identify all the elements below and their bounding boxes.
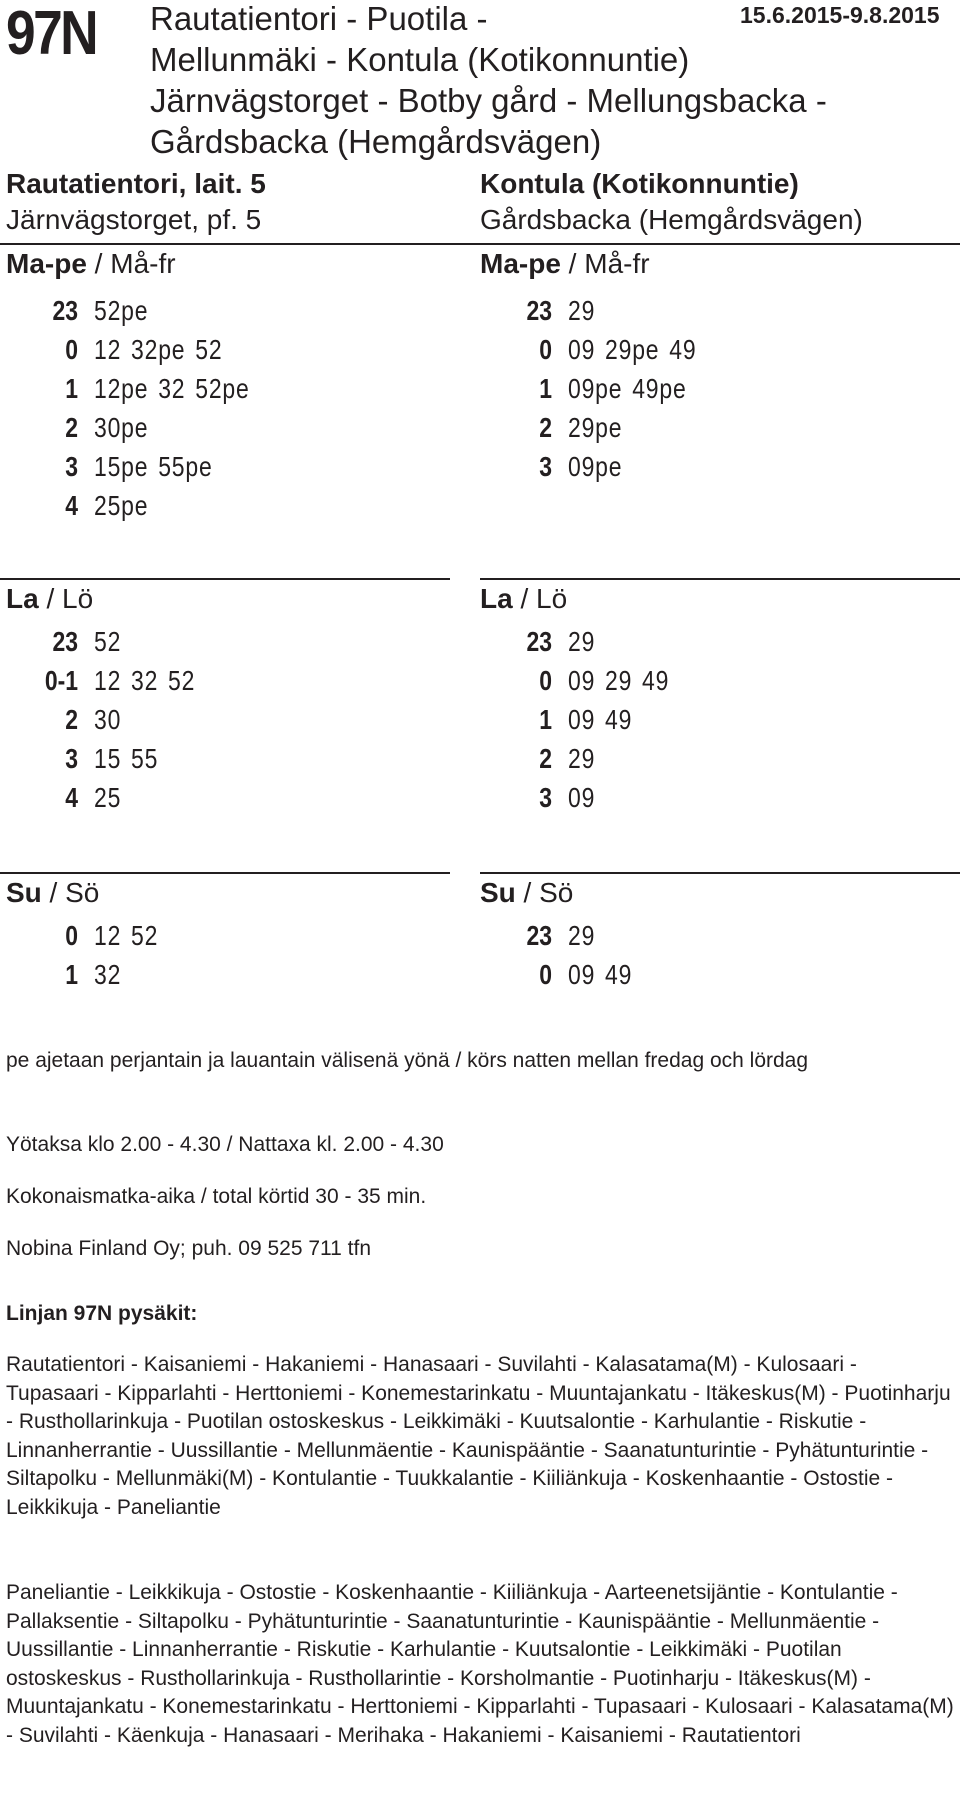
timetable-row xyxy=(492,330,932,369)
day-label-sv: Sö xyxy=(65,877,100,908)
departure-minute: 29 xyxy=(605,665,633,696)
day-label-fi: La xyxy=(6,583,39,614)
right-saturday-table xyxy=(492,622,932,817)
hour-label: 23 xyxy=(526,295,552,326)
minutes-list xyxy=(568,408,632,447)
minutes-list xyxy=(94,778,131,817)
left-saturday-table xyxy=(18,622,438,817)
departure-minute: 52 xyxy=(131,920,159,951)
minutes-list xyxy=(568,955,642,994)
timetable-row xyxy=(492,369,932,408)
timetable-row xyxy=(492,291,932,330)
day-label-fi: Su xyxy=(480,877,516,908)
departure-minute: 30pe xyxy=(94,412,149,443)
left-stop-name-sv: Järnvägstorget, pf. 5 xyxy=(6,204,262,235)
departure-minute: 12pe xyxy=(94,373,149,404)
stops-heading: Linjan 97N pysäkit: xyxy=(6,1302,198,1325)
right-sunday-table xyxy=(492,916,932,994)
hour-label: 2 xyxy=(539,412,552,443)
hour-label: 3 xyxy=(65,451,78,482)
departure-minute: 55pe xyxy=(158,451,213,482)
hour-label: 0 xyxy=(539,334,552,365)
minutes-list xyxy=(94,916,168,955)
timetable-row xyxy=(18,661,438,700)
minutes-list xyxy=(568,369,696,408)
route-title-fi-1: Rautatientori - Puotila - xyxy=(150,0,488,37)
travel-time-note: Kokonaismatka-aika / total körtid 30 - 35 min. xyxy=(6,1185,427,1208)
departure-minute: 12 xyxy=(94,920,122,951)
hour-label: 0 xyxy=(65,334,78,365)
departure-minute: 49 xyxy=(605,704,633,735)
departure-minute: 49 xyxy=(642,665,670,696)
minutes-list xyxy=(568,330,706,369)
day-label-fi: Su xyxy=(6,877,42,908)
departure-minute: 09 xyxy=(568,704,596,735)
hour-label: 23 xyxy=(52,295,78,326)
divider-weekday xyxy=(0,243,960,245)
day-label-sv: Lö xyxy=(62,583,94,614)
hour-label: 0 xyxy=(539,665,552,696)
hour-label: 1 xyxy=(539,373,552,404)
day-label-sep: / xyxy=(512,583,537,614)
left-stop-name-fi: Rautatientori, lait. 5 xyxy=(6,168,266,199)
minutes-list xyxy=(94,291,158,330)
right-stop-name-sv: Gårdsbacka (Hemgårdsvägen) xyxy=(480,204,863,235)
timetable-row xyxy=(492,661,932,700)
route-title-sv-1: Järnvägstorget - Botby gård - Mellungsbacka - xyxy=(150,82,827,119)
minutes-list xyxy=(568,739,605,778)
hour-label: 0 xyxy=(65,920,78,951)
departure-minute: 49 xyxy=(605,959,633,990)
departure-minute: 29 xyxy=(568,920,596,951)
minutes-list xyxy=(94,330,232,369)
timetable-row xyxy=(492,739,932,778)
minutes-list xyxy=(94,369,259,408)
timetable-row xyxy=(18,700,438,739)
day-label-sep: / xyxy=(560,248,585,279)
timetable-row xyxy=(18,291,438,330)
departure-minute: 25 xyxy=(94,782,122,813)
departure-minute: 29 xyxy=(568,295,596,326)
departure-minute: 29 xyxy=(568,743,596,774)
day-label-sv: Lö xyxy=(536,583,568,614)
hour-label: 4 xyxy=(65,490,78,521)
hour-label: 3 xyxy=(539,451,552,482)
minutes-list xyxy=(568,447,632,486)
day-label-fi: Ma-pe xyxy=(6,248,87,279)
day-label-sv: Må-fr xyxy=(110,248,176,279)
timetable-row xyxy=(492,778,932,817)
minutes-list xyxy=(94,447,222,486)
minutes-list xyxy=(568,778,605,817)
departure-minute: 49 xyxy=(669,334,697,365)
hour-label: 23 xyxy=(52,626,78,657)
divider-saturday-right xyxy=(480,578,960,580)
day-label-sep: / xyxy=(41,877,66,908)
minutes-list xyxy=(94,622,131,661)
hour-label: 2 xyxy=(539,743,552,774)
minutes-list xyxy=(94,955,131,994)
timetable-row xyxy=(18,486,438,525)
departure-minute: 55 xyxy=(131,743,159,774)
left-weekday-label xyxy=(6,248,176,280)
hour-label: 3 xyxy=(65,743,78,774)
departure-minute: 29pe xyxy=(605,334,660,365)
timetable-row xyxy=(18,369,438,408)
timetable-row xyxy=(18,916,438,955)
minutes-list xyxy=(568,622,605,661)
hour-label: 4 xyxy=(65,782,78,813)
right-saturday-label xyxy=(480,583,567,615)
left-saturday-label xyxy=(6,583,93,615)
divider-sunday-left xyxy=(0,872,450,874)
departure-minute: 32 xyxy=(131,665,159,696)
departure-minute: 09 xyxy=(568,959,596,990)
departure-minute: 32 xyxy=(94,959,122,990)
day-label-sv: Sö xyxy=(539,877,574,908)
departure-minute: 49pe xyxy=(632,373,687,404)
day-label-fi: La xyxy=(480,583,513,614)
stops-list-outbound: Rautatientori - Kaisaniemi - Hakaniemi - Hanasaari - Suvilahti - Kalasatama(M) - Kulosaari - Tupasaari - Kipparlahti - Herttoniemi - Konemestarinkatu - Muuntajankatu - Itäkeskus(M) - Puotinharju - Rusthollarinkuja - Puotilan ostoskeskus - Leikkimäki - Kuutsalontie - Karhulantie - Riskutie - Linnanherrantie - Uussillantie - Mellunmäentie - Kaunispääntie - Saanatunturintie - Pyhätunturintie - Siltapolku - Mellunmäki(M) - Kontulantie - Tuukkalantie - Kiiliänkuja - Koskenhaantie - Ostostie - Leikkikuja - Paneliantie xyxy=(6,1353,951,1519)
timetable-row xyxy=(18,955,438,994)
pe-footnote: pe ajetaan perjantain ja lauantain välisenä yönä / körs natten mellan fredag och lördag xyxy=(6,1049,809,1072)
validity-period: 15.6.2015-9.8.2015 xyxy=(740,2,940,28)
right-weekday-table xyxy=(492,291,932,486)
timetable-row xyxy=(18,778,438,817)
departure-minute: 09 xyxy=(568,782,596,813)
departure-minute: 30 xyxy=(94,704,122,735)
minutes-list xyxy=(568,291,605,330)
hour-label: 1 xyxy=(65,959,78,990)
route-number: 97N xyxy=(6,0,97,68)
departure-minute: 29 xyxy=(568,626,596,657)
right-stop-name-fi: Kontula (Kotikonnuntie) xyxy=(480,168,799,199)
timetable-row xyxy=(18,622,438,661)
timetable-row xyxy=(492,700,932,739)
minutes-list xyxy=(94,739,168,778)
route-title-sv-2: Gårdsbacka (Hemgårdsvägen) xyxy=(150,123,602,160)
stops-list-inbound: Paneliantie - Leikkikuja - Ostostie - Koskenhaantie - Kiiliänkuja - Aarteenetsijäntie - Kontulantie - Pallaksentie - Siltapolku - Pyhätunturintie - Saanatunturintie - Kaunispääntie - Mellunmäentie - Uussillantie - Linnanherrantie - Riskutie - Karhulantie - Kuutsalontie - Leikkimäki - Puotilan ostoskeskus - Rusthollarinkuja - Rusthollarintie - Korsholmantie - Puotinharju - Itäkeskus(M) - Muuntajankatu - Konemestarinkatu - Herttoniemi - Kipparlahti - Tupasaari - Kulosaari - Kalasatama(M) - Suvilahti - Käenkuja - Hanasaari - Merihaka - Hakaniemi - Kaisaniemi - Rautatientori xyxy=(6,1581,954,1747)
day-label-sv: Må-fr xyxy=(584,248,650,279)
left-sunday-table xyxy=(18,916,438,994)
minutes-list xyxy=(94,408,158,447)
departure-minute: 52 xyxy=(94,626,122,657)
night-fare-note: Yötaksa klo 2.00 - 4.30 / Nattaxa kl. 2.00 - 4.30 xyxy=(6,1133,444,1156)
departure-minute: 32pe xyxy=(131,334,186,365)
minutes-list xyxy=(568,700,642,739)
day-label-sep: / xyxy=(515,877,540,908)
timetable-row xyxy=(18,447,438,486)
departure-minute: 52pe xyxy=(195,373,250,404)
hour-label: 23 xyxy=(526,626,552,657)
timetable-row xyxy=(18,739,438,778)
departure-minute: 15pe xyxy=(94,451,149,482)
route-title-fi-2: Mellunmäki - Kontula (Kotikonnuntie) xyxy=(150,41,690,78)
departure-minute: 52 xyxy=(195,334,223,365)
left-sunday-label xyxy=(6,877,99,909)
timetable-row xyxy=(492,408,932,447)
minutes-list xyxy=(94,700,131,739)
minutes-list xyxy=(94,486,158,525)
timetable-row xyxy=(492,955,932,994)
right-weekday-label xyxy=(480,248,650,280)
hour-label: 0-1 xyxy=(44,665,78,696)
departure-minute: 29pe xyxy=(568,412,623,443)
hour-label: 23 xyxy=(526,920,552,951)
hour-label: 1 xyxy=(539,704,552,735)
departure-minute: 52 xyxy=(168,665,196,696)
departure-minute: 09pe xyxy=(568,451,623,482)
hour-label: 0 xyxy=(539,959,552,990)
day-label-sep: / xyxy=(38,583,63,614)
divider-sunday-right xyxy=(480,872,960,874)
departure-minute: 12 xyxy=(94,334,122,365)
minutes-list xyxy=(94,661,205,700)
departure-minute: 25pe xyxy=(94,490,149,521)
departure-minute: 09 xyxy=(568,665,596,696)
hour-label: 1 xyxy=(65,373,78,404)
timetable-row xyxy=(492,622,932,661)
departure-minute: 09 xyxy=(568,334,596,365)
timetable-row xyxy=(18,330,438,369)
minutes-list xyxy=(568,661,679,700)
operator-contact: Nobina Finland Oy; puh. 09 525 711 tfn xyxy=(6,1237,372,1260)
timetable-row xyxy=(18,408,438,447)
divider-saturday-left xyxy=(0,578,450,580)
timetable-row xyxy=(492,916,932,955)
left-weekday-table xyxy=(18,291,438,525)
departure-minute: 15 xyxy=(94,743,122,774)
timetable-row xyxy=(492,447,932,486)
right-sunday-label xyxy=(480,877,573,909)
day-label-fi: Ma-pe xyxy=(480,248,561,279)
departure-minute: 12 xyxy=(94,665,122,696)
departure-minute: 52pe xyxy=(94,295,149,326)
hour-label: 2 xyxy=(65,412,78,443)
hour-label: 3 xyxy=(539,782,552,813)
hour-label: 2 xyxy=(65,704,78,735)
departure-minute: 09pe xyxy=(568,373,623,404)
day-label-sep: / xyxy=(86,248,111,279)
departure-minute: 32 xyxy=(158,373,186,404)
minutes-list xyxy=(568,916,605,955)
